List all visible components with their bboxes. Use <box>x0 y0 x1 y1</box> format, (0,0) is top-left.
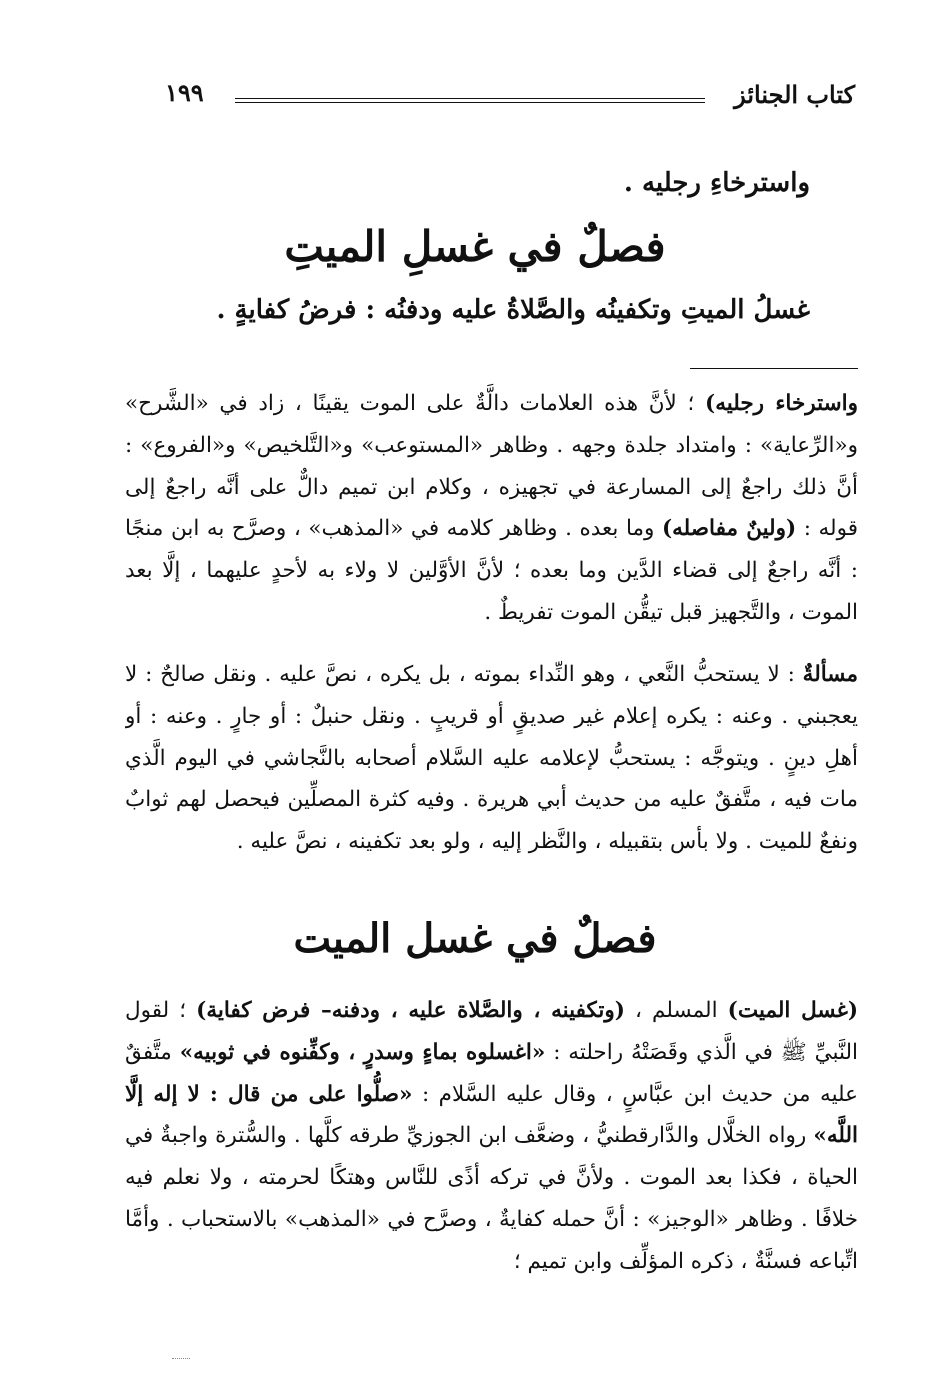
commentary-text: رواه الخلَّال والدَّارقطنيُّ ، وضعَّف ابن الجوزيِّ طرقه كلَّها . والسُّترة واجبةٌ في الحياة ، فكذا بعد الموت . ولأنَّ في تركه أذًى للنَّاس وهتكًا لحرمته ، ولا نعلم فيه خلافًا . وظاهر «الوجيز» : أنَّ حمله كفايةٌ ، وصرَّح في «المذهب» بالاستحباب . وأمَّا اتِّباعه فسنَّةٌ ، ذكره المؤلِّف وابن تميم ؛ <box>125 1123 858 1274</box>
scan-mark <box>172 1358 190 1365</box>
running-title: كتاب الجنائز <box>734 80 855 109</box>
issue-label: مسألةٌ <box>802 662 858 687</box>
page-number: ١٩٩ <box>165 78 204 107</box>
matn-line-1: واسترخاءِ رجليه . <box>623 168 810 198</box>
quoted-matn: (غسل الميت) <box>727 998 858 1023</box>
matn-line-2: غسلُ الميتِ وتكفينُه والصَّلاةُ عليه ودفنُه : فرضُ كفايةٍ . <box>216 295 810 325</box>
commentary-text: ؛ لأنَّ هذه العلامات دالَّةٌ على الموت يقينًا ، زاد في «الشَّرح» و«الرِّعاية» : وامتداد جلدة وجهه . وظاهر «المستوعب» و«التَّلخيص» و«الفروع» : أنَّ ذلك راجعٌ إلى المسارعة في تجهيزه ، وكلام ابن تميم دالٌّ على أنَّه راجعٌ إلى قوله : <box>125 391 858 542</box>
commentary-text: المسلم ، <box>635 998 718 1023</box>
commentary-paragraph-2 <box>125 654 858 902</box>
quoted-matn: (وتكفينه ، والصَّلاة عليه ، ودفنه– فرض كفاية) <box>196 998 625 1023</box>
hadith-quote: «صلُّوا على من قال : لا إله إلَّا اللَّه» <box>125 1081 858 1149</box>
footnote-separator <box>690 368 858 369</box>
header-rule <box>235 98 705 103</box>
hadith-quote: «اغسلوه بماءٍ وسدرٍ ، وكفِّنوه في ثوبيه» <box>179 1039 546 1065</box>
commentary-paragraph-3 <box>125 990 858 1305</box>
commentary-heading: فصلٌ في غسل الميت <box>293 915 657 962</box>
commentary-paragraph-1 <box>125 383 858 643</box>
commentary-text: وما بعده . وظاهر كلامه في «المذهب» ، وصرَّح به ابن منجًا : أنَّه راجعٌ إلى قضاء الدَّين وما بعده ؛ لأنَّ الأوَّلين لا ولاء به لأحدٍ عليهما ، إلَّا بعد الموت ، والتَّجهيز قبل تيقُّن الموت تفريطٌ . <box>125 516 858 625</box>
page-header <box>165 76 855 112</box>
commentary-text: متَّفقٌ عليه من حديث ابن عبَّاسٍ ، وقال عليه السَّلام : <box>125 1039 858 1107</box>
commentary-text: : لا يستحبُّ النَّعي ، وهو النِّداء بموته ، بل يكره ، نصَّ عليه . ونقل صالحٌ : لا يعجبني . وعنه : يكره إعلام غير صديقٍ أو قريبٍ . ونقل حنبلٌ : أو جارٍ . وعنه : أو أهلِ دينٍ . ويتوجَّه : يستحبُّ لإعلامه عليه السَّلام أصحابه بالنَّجاشي في اليوم الَّذي مات فيه ، متَّفقٌ عليه من حديث أبي هريرة . وفيه كثرة المصلِّين فيحصل لهم ثوابٌ ونفعٌ للميت . ولا بأس بتقبيله ، والنَّظر إليه ، ولو بعد تكفينه ، نصَّ عليه . <box>125 662 858 855</box>
quoted-matn: (ولينٌ مفاصله) <box>661 516 797 542</box>
commentary-text: ؛ لقول النَّبيِّ ﷺ في الَّذي وقَصَتْهُ راحلته : <box>125 998 858 1065</box>
section-heading: فصلٌ في غسلِ الميتِ <box>284 222 666 271</box>
quoted-matn: واسترخاء رجليه) <box>705 391 858 416</box>
